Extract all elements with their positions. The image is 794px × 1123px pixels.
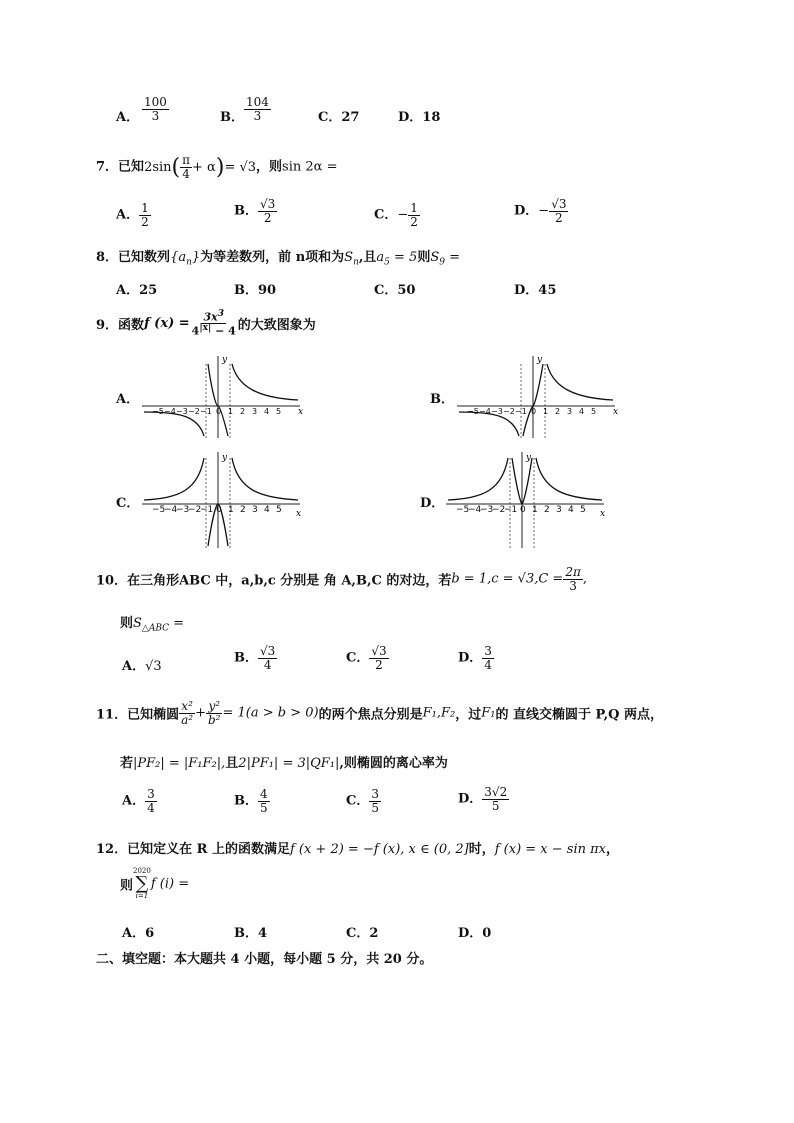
x-axis-label: x [298, 407, 304, 417]
numerator: 3 [147, 787, 155, 801]
label: D． [514, 203, 539, 219]
if-text: 若 [120, 756, 134, 771]
tick-label: 5 [580, 505, 586, 515]
stem-text-3: ，过 [455, 707, 482, 723]
denominator: 3 [151, 108, 160, 123]
q9-option-b-label: B． [430, 392, 454, 407]
tick-label: −2 [188, 505, 202, 515]
q9-option-c-label: C． [116, 496, 140, 511]
q12-option-a: A．6 [122, 926, 155, 941]
condition-1: |PF₂| = |F₁F₂|, [133, 756, 226, 771]
and-text: 且 [225, 756, 239, 771]
s-sub: n [353, 257, 359, 268]
x-axis-label: x [600, 509, 606, 519]
tick-label: −2 [188, 407, 200, 416]
q10-option-c [346, 645, 389, 671]
q12-option-c: C．2 [346, 926, 379, 941]
numerator: 3 [484, 644, 492, 658]
sign: − [538, 203, 550, 219]
tick-label: −1 [200, 505, 214, 515]
label: A． [122, 659, 146, 674]
q8-option-c: C．50 [374, 283, 416, 298]
tick-label: 4 [568, 505, 574, 515]
q11-option-a [122, 788, 157, 814]
denominator: 4 [263, 657, 272, 672]
then-text: 则 [120, 878, 134, 894]
tick-label: 3 [252, 505, 258, 515]
label: B． [234, 203, 258, 219]
value: √3 [145, 659, 162, 674]
den-tail: − 4 [211, 324, 236, 338]
tick-labels [152, 407, 281, 416]
tick-label: −4 [479, 407, 491, 416]
tick-label: 1 [228, 505, 234, 515]
function-name: f (x) = [144, 316, 190, 332]
sign: − [397, 207, 409, 223]
plus: + [195, 705, 206, 721]
q8-option-d: D．45 [514, 283, 557, 298]
q7-option-a [116, 202, 151, 228]
denominator: 5 [260, 800, 268, 815]
sum-lower: i=1 [135, 892, 149, 900]
denominator: 2 [263, 210, 272, 225]
label: A． [116, 207, 140, 223]
q9-stem [96, 310, 316, 337]
condition-2: 2|PF₁| = 3|QF₁| [238, 756, 340, 771]
axes [446, 452, 604, 548]
q8-option-b: B．90 [234, 283, 277, 298]
den-exp: |x| [199, 323, 212, 334]
label: B． [234, 793, 258, 809]
num-exp: 3 [217, 309, 224, 319]
a5 [376, 250, 418, 268]
q9-graph-c [140, 450, 305, 550]
then-text: 则 [120, 616, 134, 631]
condition-2: f (x) = x − sin πx [494, 842, 606, 857]
denominator: a² [181, 712, 194, 727]
question-number: 8． [96, 250, 119, 265]
numerator: π [182, 153, 191, 167]
denominator: 5 [491, 798, 500, 813]
condition: = 1(a > b > 0) [222, 705, 319, 721]
stem-text: 已知数列 [118, 250, 171, 265]
stem-text: 已知 [118, 159, 145, 175]
denominator: b² [207, 712, 221, 727]
numerator: y² [208, 699, 221, 713]
numerator: 3√2 [484, 785, 508, 799]
tick-label: 1 [532, 505, 538, 515]
equals-value: = √3 [224, 159, 257, 175]
q11-option-c [346, 788, 381, 814]
tick-label: 1 [228, 407, 234, 416]
tick-label: −1 [504, 505, 518, 515]
stem-text: 在三角形ABC 中，a,b,c 分别是 角 A,B,C 的对边，若 [127, 573, 452, 589]
label: D． [398, 110, 423, 125]
condition: b = 1,c = √3,C = [451, 571, 564, 587]
tick-label: −4 [468, 505, 482, 515]
s-sub: 9 [439, 257, 445, 268]
tick-label: −3 [480, 505, 494, 515]
q6-option-a-value [142, 96, 169, 122]
tick-label: −3 [176, 407, 188, 416]
tick-label: −5 [467, 407, 479, 416]
denominator: 2 [375, 657, 383, 672]
stem-text-3: ， [606, 842, 620, 857]
foci: F₁,F₂ [422, 705, 456, 721]
numerator: 4 [260, 787, 268, 801]
sigma: ∑ [135, 873, 149, 894]
tick-label: 2 [240, 407, 246, 416]
tick-label: −1 [515, 407, 527, 416]
y-axis-label: y [537, 355, 543, 365]
sum-upper: 2020 [133, 867, 151, 875]
tick-label: −5 [456, 505, 470, 515]
q10-ask [120, 612, 184, 634]
num-base: 3x [203, 310, 218, 324]
question-number: 9． [96, 318, 119, 334]
label: B． [234, 650, 258, 666]
q10-option-a [122, 655, 162, 674]
tick-label: −4 [164, 505, 178, 515]
alpha: + α [192, 159, 216, 175]
label: D． [458, 650, 483, 666]
stem-math: 2sin( $\frac{\pi}{4}$ + α)= √3 [144, 153, 257, 181]
q9-graph-b [455, 352, 620, 440]
s9 [430, 250, 461, 268]
q6-option-b-value [244, 96, 271, 122]
numerator: 104 [246, 95, 269, 109]
tick-label: 5 [276, 407, 282, 416]
stem-text-2: 的两个焦点分别是 [318, 707, 423, 723]
tick-label: 3 [252, 407, 258, 416]
tick-labels [467, 407, 596, 416]
numerator: 100 [144, 95, 167, 109]
den-base: 4 [191, 324, 200, 338]
value: 27 [341, 110, 360, 125]
tick-label: 0 [520, 505, 526, 515]
seq-sub: n [186, 257, 192, 268]
a-eq: = 5 [389, 250, 418, 265]
tick-label: −3 [176, 505, 190, 515]
seq-a: {a [170, 250, 187, 265]
tick-label: 0 [216, 407, 222, 416]
stem-text-4: 则 [417, 250, 431, 265]
q11-line2 [120, 752, 448, 771]
denominator: 3 [253, 108, 262, 123]
tick-label: 4 [579, 407, 585, 416]
section-2-heading: 二、填空题：本大题共 4 小题，每小题 5 分，共 20 分。 [96, 952, 433, 967]
label: C． [374, 207, 398, 223]
numerator: 1 [410, 201, 418, 215]
stem-text-3: ,且 [358, 250, 377, 265]
q8-option-a: A．25 [116, 283, 158, 298]
question-number: 7． [96, 159, 119, 175]
tick-label: −5 [152, 505, 166, 515]
q12-option-b: B．4 [234, 926, 268, 941]
tick-label: 0 [531, 407, 537, 416]
stem-text: 已知椭圆 [127, 707, 180, 723]
q6-option-b-label: B． [220, 110, 244, 125]
area-symbol [133, 616, 185, 634]
curves [459, 364, 613, 436]
tick-label: 2 [555, 407, 561, 416]
tick-label: 4 [264, 505, 270, 515]
tick-label: −2 [503, 407, 515, 416]
value: 18 [422, 110, 441, 125]
tick-label: −5 [152, 407, 164, 416]
s-sub: △ABC [141, 623, 170, 634]
stem-text-4: 的 直线交椭圆于 P,Q 两点， [495, 707, 663, 723]
sequence [170, 250, 201, 268]
denominator: 5 [371, 800, 379, 815]
y-axis-label: y [526, 453, 532, 463]
curves [144, 364, 298, 436]
numerator: 3 [371, 787, 379, 801]
denominator: 2 [555, 210, 563, 225]
tick-label: 5 [276, 505, 282, 515]
q11-option-b [234, 788, 270, 814]
label: D． [458, 791, 483, 807]
ask-text: ,则椭圆的离心率为 [339, 756, 448, 771]
tick-label: −3 [491, 407, 503, 416]
stem-text-2: 的大致图象为 [237, 318, 316, 334]
s: S [133, 616, 142, 631]
q9-option-a-label: A． [116, 392, 140, 407]
tick-label: 4 [264, 407, 270, 416]
tick-label: 2 [544, 505, 550, 515]
y-axis-label: y [222, 453, 228, 463]
q6-option-a-label: A． [116, 110, 140, 125]
label: C． [318, 110, 342, 125]
denominator: 4 [182, 166, 190, 181]
stem-text: 函数 [118, 318, 145, 334]
sum-body: f (i) = [150, 876, 190, 892]
q7-stem [96, 154, 337, 180]
q11-option-d [458, 786, 509, 812]
q6-option-c [318, 106, 359, 125]
tick-label: 2 [240, 505, 246, 515]
q9-graph-d [444, 450, 609, 550]
label: A． [122, 793, 146, 809]
curves [448, 458, 602, 504]
condition-1: f (x + 2) = −f (x), x ∈ (0, 2] [289, 842, 469, 857]
label: C． [346, 793, 370, 809]
denominator: 2 [410, 214, 418, 229]
tick-labels [456, 505, 586, 515]
q12-stem [96, 838, 619, 857]
stem-text: 已知定义在 R 上的函数满足 [127, 842, 290, 857]
question-number: 11． [96, 707, 128, 723]
denominator: 4 [484, 657, 492, 672]
axes [142, 452, 300, 548]
s-eq: = [444, 250, 461, 265]
q9-graph-a [140, 352, 305, 440]
sum-symbol [133, 868, 151, 900]
comma: , [582, 571, 587, 587]
stem-text-2: 为等差数列，前 n项和为 [200, 250, 345, 265]
q12-ask [120, 868, 189, 900]
q8-stem [96, 246, 460, 268]
numerator [201, 310, 225, 324]
s: S [344, 250, 354, 265]
x-axis-label: x [613, 407, 619, 417]
a: a [376, 250, 385, 265]
numerator: √3 [260, 644, 276, 658]
tick-label: −1 [200, 407, 212, 416]
stem-text-2: 时， [468, 842, 495, 857]
numerator: x² [181, 699, 193, 713]
denominator: 2 [141, 214, 149, 229]
seq-close: } [191, 250, 201, 265]
numerator: √3 [551, 197, 567, 211]
tick-label: 1 [543, 407, 549, 416]
label: C． [346, 650, 370, 666]
tick-label: −2 [492, 505, 506, 515]
denominator [190, 324, 238, 337]
q9-option-d-label: D． [420, 496, 445, 511]
stem-ask: sin 2α = [282, 159, 338, 175]
sum-sn [344, 250, 359, 268]
q11-stem [96, 700, 663, 726]
numerator: 2π [565, 565, 581, 579]
q7-option-d [514, 198, 568, 224]
y-axis-label: y [222, 355, 228, 365]
numerator: √3 [371, 644, 387, 658]
curves [144, 458, 298, 546]
q7-option-b [234, 198, 277, 224]
tick-labels [152, 505, 282, 515]
q10-option-b [234, 645, 277, 671]
q7-option-c [374, 202, 420, 228]
numerator: 1 [141, 201, 149, 215]
question-number: 10． [96, 573, 128, 589]
denominator: 3 [569, 578, 577, 593]
focus-f1: F₁ [481, 705, 496, 721]
a-sub: 5 [384, 257, 390, 268]
question-number: 12． [96, 842, 128, 857]
s-eq: = [169, 616, 185, 631]
q10-option-d [458, 645, 494, 671]
x-axis-label: x [296, 509, 302, 519]
tick-label: 3 [556, 505, 562, 515]
s: S [430, 250, 440, 265]
stem-text-2: ，则 [256, 159, 283, 175]
denominator: 4 [147, 800, 155, 815]
q10-stem [96, 566, 587, 592]
q12-option-d: D．0 [458, 926, 492, 941]
tick-label: 3 [567, 407, 573, 416]
tick-label: 5 [591, 407, 597, 416]
numerator: √3 [260, 197, 276, 211]
sin-expr: 2sin [144, 159, 172, 175]
tick-label: −4 [164, 407, 176, 416]
tick-label: 0 [216, 505, 222, 515]
q6-option-d [398, 106, 440, 125]
